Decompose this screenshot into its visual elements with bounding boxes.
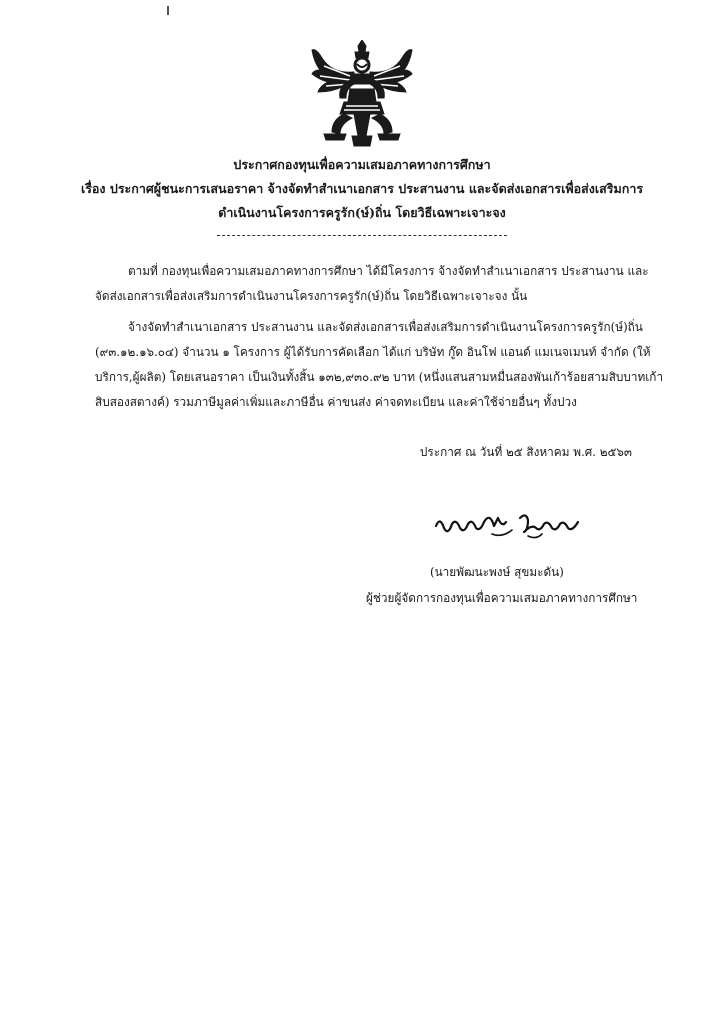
paragraph-1-line-2: จัดส่งเอกสารเพื่อส่งเสริมการดำเนินงานโครงการครูรัก(ษ์)ถิ่น โดยวิธีเฉพาะเจาะจง นั้น	[95, 289, 528, 303]
subject-line-2: ดำเนินงานโครงการครูรัก(ษ์)ถิ่น โดยวิธีเฉพาะเจาะจง	[218, 205, 506, 220]
signer-position: ผู้ช่วยผู้จัดการกองทุนเพื่อความเสมอภาคทางการศึกษา	[366, 591, 638, 605]
paragraph-2-line-4: สิบสองสตางค์) รวมภาษีมูลค่าเพิ่มและภาษีอื่น ค่าขนส่ง ค่าจดทะเบียน และค่าใช้จ่ายอื่นๆ ทั้งปวง	[95, 395, 577, 409]
announcement-title: ประกาศกองทุนเพื่อความเสมอภาคทางการศึกษา	[233, 157, 491, 172]
garuda-emblem-icon	[310, 40, 414, 150]
paragraph-2-line-3: บริการ,ผู้ผลิต) โดยเสนอราคา เป็นเงินทั้งสิ้น ๑๓๒,๙๓๐.๙๒ บาท (หนึ่งแสนสามหมื่นสองพันเก้าร้อยสามสิบบาทเก้า	[95, 370, 664, 384]
subject-line-1: เรื่อง ประกาศผู้ชนะการเสนอราคา จ้างจัดทำสำเนาเอกสาร ประสานงาน และจัดส่งเอกสารเพื่อส่งเสริมการ	[80, 181, 644, 196]
handwritten-signature	[432, 508, 582, 544]
announcement-date: ประกาศ ณ วันที่ ๒๕ สิงหาคม พ.ศ. ๒๕๖๓	[419, 445, 632, 459]
signer-name: (นายพัฒนะพงษ์ สุขมะดัน)	[430, 565, 564, 579]
header-divider	[217, 235, 507, 236]
paragraph-1-line-1: ตามที่ กองทุนเพื่อความเสมอภาคทางการศึกษา ได้มีโครงการ จ้างจัดทำสำเนาเอกสาร ประสานงาน และ	[128, 264, 649, 278]
paragraph-2-line-2: (๙๓.๑๒.๑๖.๐๔) จำนวน ๑ โครงการ ผู้ได้รับการคัดเลือก ได้แก่ บริษัท กู๊ด อินโฟ แอนด์ แมเนจเมนท์ จำกัด (ให้	[95, 345, 651, 359]
scan-speck	[167, 6, 169, 15]
paragraph-2-line-1: จ้างจัดทำสำเนาเอกสาร ประสานงาน และจัดส่งเอกสารเพื่อส่งเสริมการดำเนินงานโครงการครูรัก(ษ์)ถิ่น	[128, 320, 643, 334]
